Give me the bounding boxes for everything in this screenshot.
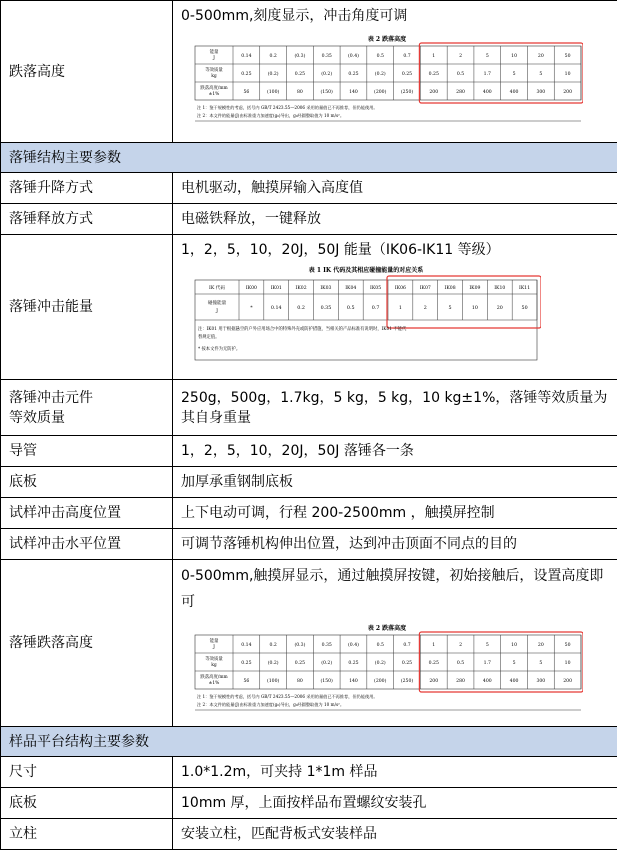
cell-value: 280: [456, 678, 465, 684]
cell-value: (0.2): [375, 70, 386, 77]
cell-value: 5: [539, 660, 542, 666]
cell-value: *: [250, 305, 253, 311]
cell-value: 2: [459, 642, 462, 648]
table-note: 注：IK01 用于根据悬空的户外应用场合中的特殊外壳或防护措施，当相关的产品标准有说明时，IK01 不能代: [198, 325, 407, 332]
row-value: 电磁铁释放，一键释放: [173, 204, 617, 235]
table-caption: 表 2 跌落高度: [368, 35, 406, 43]
cell-value: 0.7: [403, 642, 410, 648]
cell-value: 0.14: [271, 305, 282, 311]
cell-value: (100): [267, 677, 280, 684]
cell-value: 80: [297, 89, 303, 95]
drop-height-table-figure-2: [181, 615, 611, 725]
cell-value: 5: [449, 305, 452, 311]
cell-value: 140: [349, 678, 358, 684]
row-value: 250g，500g，1.7kg，5 kg，5 kg，10 kg±1%，落锤等效质量为其自身重量: [173, 380, 617, 436]
row-label-text: J: [212, 56, 215, 61]
cell-value: 5: [486, 53, 489, 59]
row-drop-height: [1, 1, 617, 143]
cell-value: 0.25: [295, 71, 305, 77]
cell-value: (0.2): [321, 659, 332, 666]
cell-value: 280: [456, 89, 465, 95]
row-value: 0-500mm,刻度显示，冲击角度可调: [181, 1, 617, 26]
row-value: 1，2，5，10，20J，50J 能量（IK06-IK11 等级）: [181, 235, 617, 260]
cell-value: 1.7: [484, 71, 491, 77]
highlight-box: [419, 632, 583, 692]
cell-value: (0.2): [268, 659, 279, 666]
cell-value: 20: [497, 305, 503, 311]
row-label: 落锤升降方式: [1, 173, 173, 204]
header-cell: IK04: [345, 285, 356, 291]
cell-value: 0.5: [457, 660, 464, 666]
cell-value: 50: [565, 642, 571, 648]
section-title: 落锤结构主要参数: [1, 143, 617, 173]
row-value: 可调节落锤机构伸出位置，达到冲击顶面不同点的目的: [173, 529, 617, 560]
table-note: 注 2：本文件的能量(J)由标准重力加速度(g₀)导出，g₀经圆整取值为 10 m/s²。: [197, 701, 344, 708]
header-cell: IK11: [519, 285, 530, 291]
row-label-line1: 落锤冲击元件: [9, 388, 172, 408]
row-label: 跌落高度: [1, 1, 173, 143]
header-cell: IK05: [370, 285, 381, 291]
row-guide-tube: [1, 436, 617, 467]
cell-value: 5: [486, 642, 489, 648]
row-label-text: J: [215, 308, 218, 314]
ik-code-table-image: [191, 264, 541, 372]
ik-code-table-figure: [181, 260, 617, 376]
cell-value: 10: [565, 71, 571, 77]
row-label-text: kg: [211, 74, 217, 79]
row-value: 0-500mm,触摸屏显示，通过触摸屏按键，初始接触后，设置高度即可: [181, 560, 611, 615]
row-label: 立柱: [1, 819, 173, 850]
cell-value: 0.5: [377, 642, 384, 648]
cell-value: 50: [565, 53, 571, 59]
row-label-text: 跌落高度/mm: [200, 673, 228, 680]
highlight-box: [419, 43, 583, 103]
cell-value: 0.25: [295, 660, 305, 666]
cell-value: 0.25: [348, 660, 358, 666]
header-cell: IK03: [320, 285, 331, 291]
row-label-text: ±1%: [209, 92, 220, 97]
table-caption: 表 1 IK 代码及其相应碰撞能量的对应关系: [309, 266, 423, 274]
row-label-text: 能量: [210, 637, 219, 644]
cell-value: 0.25: [429, 71, 439, 77]
row-impact-height-position: [1, 498, 617, 529]
cell-value: (150): [321, 88, 334, 95]
drop-height-table-image: [191, 621, 583, 721]
row-column: [1, 819, 617, 850]
cell-value: 200: [429, 89, 438, 95]
cell-value: 0.25: [402, 71, 412, 77]
cell-value: 0.14: [241, 642, 251, 648]
section-hammer: [1, 143, 617, 173]
row-label: [1, 380, 173, 436]
table-note: 注 1：鉴于规模性的考虑，括号内 GB/T 2423.55—2006 采用的量值已不再推荐，但仍能使用。: [197, 693, 378, 700]
cell-value: (0.2): [321, 70, 332, 77]
cell-value: 400: [483, 678, 492, 684]
cell-value: 0.25: [402, 660, 412, 666]
row-value: 10mm 厚，上面按样品布置螺纹安装孔: [173, 788, 617, 819]
row-value: 1，2，5，10，20J，50J 落锤各一条: [173, 436, 617, 467]
cell-value: 0.35: [322, 53, 332, 59]
row-value: 加厚承重钢制底板: [173, 467, 617, 498]
row-value: 电机驱动，触摸屏输入高度值: [173, 173, 617, 204]
cell-value: 400: [510, 678, 519, 684]
cell-value: 140: [349, 89, 358, 95]
row-label: 试样冲击水平位置: [1, 529, 173, 560]
cell-value: (250): [401, 677, 414, 684]
cell-value: 1.7: [484, 660, 491, 666]
row-label: 导管: [1, 436, 173, 467]
row-label: 落锤冲击能量: [1, 235, 173, 380]
cell-value: (0.3): [294, 641, 305, 648]
cell-value: (0.4): [348, 641, 359, 648]
cell-value: 5: [539, 71, 542, 77]
cell-value: 0.2: [269, 642, 276, 648]
cell-value: 400: [483, 89, 492, 95]
row-value: 上下电动可调，行程 200-2500mm ，触摸屏控制: [173, 498, 617, 529]
cell-value: 20: [538, 642, 544, 648]
row-label-text: 跌落高度/mm: [200, 84, 228, 91]
header-cell: IK09: [469, 285, 480, 291]
header-cell: IK02: [296, 285, 307, 291]
header-cell: IK10: [494, 285, 505, 291]
row-impact-energy: [1, 235, 617, 380]
cell-value: 10: [511, 53, 517, 59]
cell-value: 10: [565, 660, 571, 666]
row-platform-base: [1, 788, 617, 819]
row-label-text: ±1%: [209, 681, 220, 686]
cell-value: (150): [321, 677, 334, 684]
cell-value: 1: [432, 53, 435, 59]
header-cell: IK08: [445, 285, 456, 291]
cell-value: 1: [399, 305, 402, 311]
cell-value: 10: [472, 305, 478, 311]
header-cell: IK06: [395, 285, 406, 291]
row-label-text: 等效质量: [205, 655, 223, 662]
row-label-text: 碰撞能量: [208, 299, 227, 306]
cell-value: (200): [374, 677, 387, 684]
cell-value: 0.14: [241, 53, 251, 59]
cell-value: 56: [243, 89, 249, 95]
table-note: * 按本文件为无防护。: [198, 345, 240, 352]
row-base-plate: [1, 467, 617, 498]
cell-value: 0.25: [429, 660, 439, 666]
row-label: 落锤跌落高度: [1, 560, 173, 727]
cell-value: 0.25: [241, 71, 251, 77]
cell-value: 50: [522, 305, 528, 311]
cell-value: 0.35: [321, 305, 332, 311]
table-caption: 表 2 跌落高度: [368, 624, 406, 632]
cell-value: 5: [513, 660, 516, 666]
cell-value: 5: [513, 71, 516, 77]
header-cell: IK01: [271, 285, 282, 291]
table-note: 替规定值。: [198, 333, 219, 340]
cell-value: (0.4): [348, 52, 359, 59]
row-hammer-drop-height: [1, 560, 617, 727]
row-label-text: 能量: [210, 48, 219, 55]
cell-value: 0.25: [348, 71, 358, 77]
row-size: [1, 757, 617, 788]
cell-value: 0.7: [403, 53, 410, 59]
cell-value: 300: [536, 89, 545, 95]
row-label-text: J: [212, 645, 215, 650]
table-note: 注 1：鉴于规模性的考虑，括号内 GB/T 2423.55—2006 采用的量值已不再推荐，但仍能使用。: [197, 104, 378, 111]
cell-value: (200): [374, 88, 387, 95]
section-title: 样品平台结构主要参数: [1, 727, 617, 757]
row-value: 1.0*1.2m，可夹持 1*1m 样品: [173, 757, 617, 788]
cell-value: (0.2): [268, 70, 279, 77]
cell-value: 0.2: [297, 305, 305, 311]
cell-value: 2: [424, 305, 427, 311]
cell-value: (0.2): [375, 659, 386, 666]
cell-value: 20: [538, 53, 544, 59]
row-label-text: kg: [211, 663, 217, 668]
cell-value: 200: [563, 89, 572, 95]
drop-height-table-figure-1: [181, 26, 617, 136]
table-border: [195, 635, 581, 689]
cell-value: 200: [429, 678, 438, 684]
cell-value: 56: [243, 678, 249, 684]
row-label-text: 等效质量: [205, 66, 223, 73]
cell-value: 2: [459, 53, 462, 59]
cell-value: 0.5: [457, 71, 464, 77]
row-impact-mass: [1, 380, 617, 436]
cell-value: 0.5: [347, 305, 355, 311]
cell-value: 0.2: [269, 53, 276, 59]
cell-value: 300: [536, 678, 545, 684]
row-label: 落锤释放方式: [1, 204, 173, 235]
cell-value: 0.7: [372, 305, 380, 311]
row-value: 安装立柱，匹配背板式安装样品: [173, 819, 617, 850]
cell-value: 0.5: [377, 53, 384, 59]
cell-value: 1: [432, 642, 435, 648]
drop-height-table-image: [191, 32, 583, 132]
cell-value: 0.35: [322, 642, 332, 648]
header-cell: IK07: [420, 285, 431, 291]
cell-value: (250): [401, 88, 414, 95]
row-label: 尺寸: [1, 757, 173, 788]
table-border: [195, 46, 581, 100]
cell-value: 80: [297, 678, 303, 684]
section-platform: [1, 727, 617, 757]
row-label: 底板: [1, 788, 173, 819]
row-release-method: [1, 204, 617, 235]
cell-value: (100): [267, 88, 280, 95]
row-impact-horizontal-position: [1, 529, 617, 560]
row-label: 试样冲击高度位置: [1, 498, 173, 529]
row-label: 底板: [1, 467, 173, 498]
cell-value: 400: [510, 89, 519, 95]
cell-value: 200: [563, 678, 572, 684]
cell-value: (0.3): [294, 52, 305, 59]
row-lift-method: [1, 173, 617, 204]
cell-value: 10: [511, 642, 517, 648]
row-label-line2: 等效质量: [9, 408, 172, 428]
cell-value: 0.25: [241, 660, 251, 666]
table-note: 注 2：本文件的能量(J)由标准重力加速度(g₀)导出，g₀经圆整取值为 10 m/s²。: [197, 112, 344, 119]
header-cell: IK 代码: [209, 284, 225, 291]
header-cell: IK00: [246, 285, 257, 291]
